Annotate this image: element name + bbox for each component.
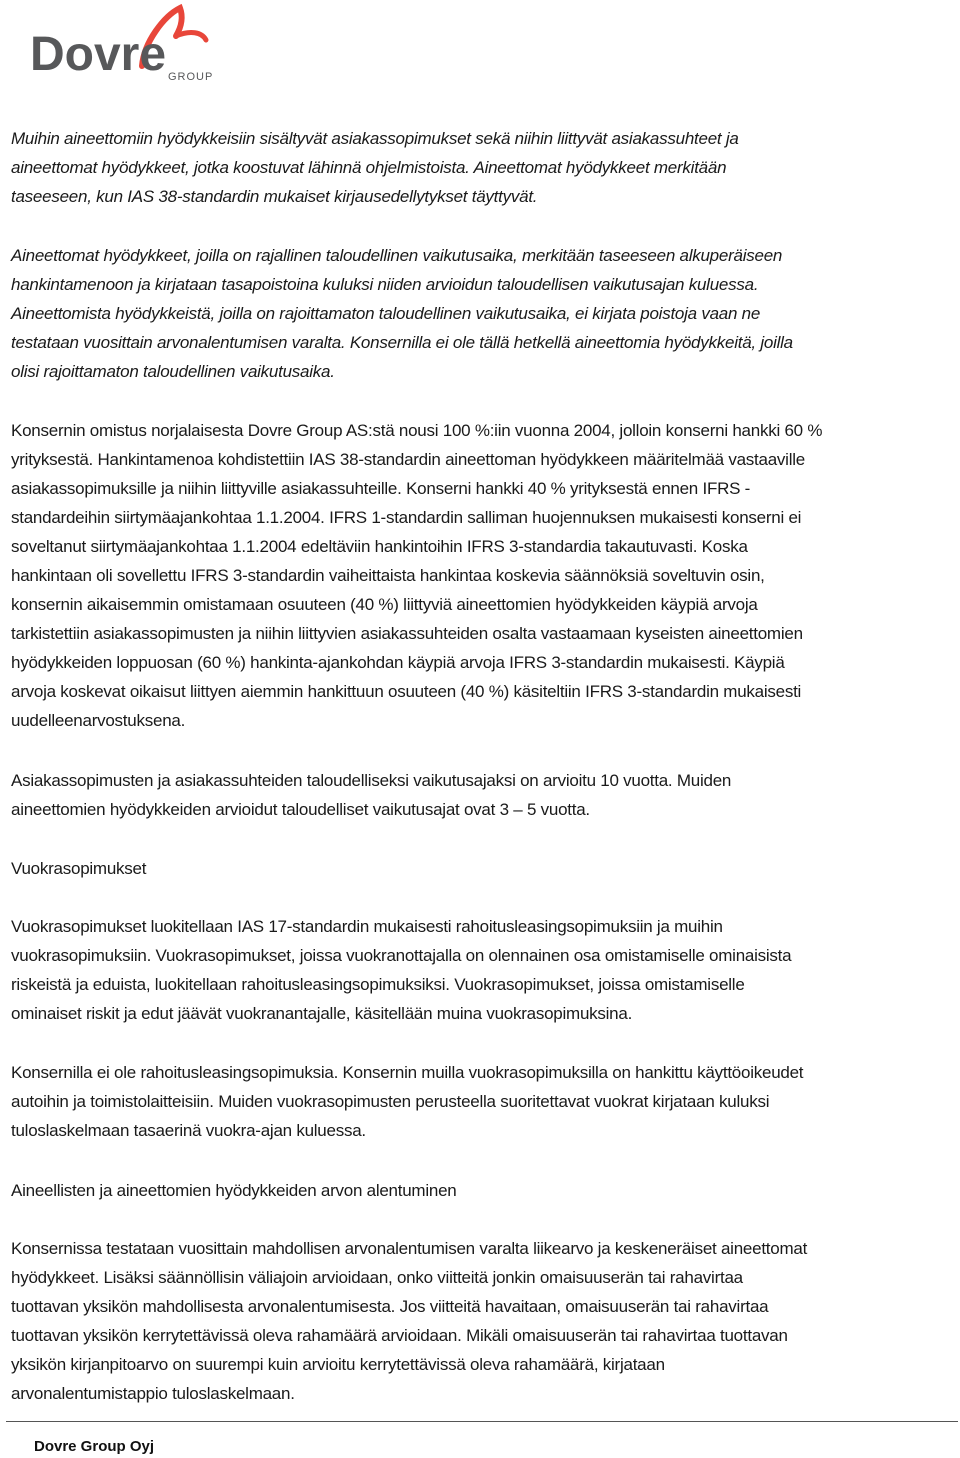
text-line: Konsernin omistus norjalaisesta Dovre Group AS:stä nousi 100 %:iin vuonna 2004, jolloin konserni hankki 60 % [11,421,823,440]
dovre-group-logo [30,2,220,82]
text-line: autoihin ja toimistolaitteisiin. Muiden vuokrasopimusten perusteella suoritettavat vuokrat kirjataan kuluksi [11,1092,770,1111]
text-line: Vuokrasopimukset luokitellaan IAS 17-standardin mukaisesti rahoitusleasingsopimuksiin ja muihin [11,917,723,936]
paragraph-useful-lives [11,766,951,824]
text-line: Asiakassopimusten ja asiakassuhteiden taloudelliseksi vaikutusajaksi on arvioitu 10 vuotta. Muiden [11,771,732,790]
text-line: hyödykkeet. Lisäksi säännöllisin väliajoin arvioidaan, onko viitteitä jonkin omaisuuserän tai rahavirtaa [11,1268,743,1287]
text-line: yksikön kirjanpitoarvo on suurempi kuin arvioitu kerrytettävissä oleva rahamäärä, kirjataan [11,1355,665,1374]
footer-divider [6,1421,958,1422]
text-line: arvonalentumistappio tuloslaskelmaan. [11,1384,295,1403]
text-line: tuottavan yksikön kerrytettävissä oleva rahamäärä arvioidaan. Mikäli omaisuuserän tai rahavirtaa tuottavan [11,1326,788,1345]
text-line: Aineettomat hyödykkeet, joilla on rajallinen taloudellinen vaikutusaika, merkitään taseeseen alkuperäiseen [11,246,783,265]
section-heading-impairment [11,1176,951,1205]
logo-brand-text: Dovre [30,28,167,81]
text-line: riskeistä ja eduista, luokitellaan rahoitusleasingsopimuksiksi. Vuokrasopimukset, joissa omistamiselle [11,975,745,994]
text-line: ominaiset riskit ja edut jäävät vuokranantajalle, käsitellään muina vuokrasopimuksina. [11,1004,633,1023]
text-line: soveltanut siirtymäajankohtaa 1.1.2004 edeltäviin hankintoihin IFRS 3-standardia takautuvasti. Koska [11,537,748,556]
paragraph-operating-leases [11,1058,951,1145]
text-line: olisi rajoittamaton taloudellinen vaikutusaika. [11,362,335,381]
text-line: taseeseen, kun IAS 38-standardin mukaiset kirjausedellytykset täyttyvät. [11,187,538,206]
text-line: tuloslaskelmaan tasaerinä vuokra-ajan kuluessa. [11,1121,366,1140]
text-line: Aineellisten ja aineettomien hyödykkeiden arvon alentuminen [11,1181,457,1200]
footer-company-name: Dovre Group Oyj [34,1438,155,1455]
text-line: tarkistettiin asiakassopimusten ja niihin liittyvien asiakassuhteiden osalta vastaamaan kyseisten aineettomien [11,624,803,643]
text-line: hankintamenoon ja kirjataan tasapoistoina kuluksi niiden arvioidun taloudellisen vaikutusajan kuluessa. [11,275,759,294]
text-line: hyödykkeiden loppuosan (60 %) hankinta-ajankohdan käypiä arvoja IFRS 3-standardin mukaisesti. Käypiä [11,653,785,672]
text-line: uudelleenarvostuksena. [11,711,186,730]
text-line: Konsernilla ei ole rahoitusleasingsopimuksia. Konsernin muilla vuokrasopimuksilla on hankittu käyttöoikeudet [11,1063,804,1082]
paragraph-impairment-testing [11,1234,951,1408]
text-line: aineettomien hyödykkeiden arvioidut taloudelliset vaikutusajat ovat 3 – 5 vuotta. [11,800,590,819]
text-line: standardeihin siirtymäajankohtaa 1.1.2004. IFRS 1-standardin salliman huojennuksen mukaisesti konserni ei [11,508,802,527]
text-line: Muihin aineettomiin hyödykkeisiin sisältyvät asiakassopimukset sekä niihin liittyvät asiakassuhteet ja [11,129,739,148]
text-line: asiakassopimuksille ja niihin liittyville asiakassuhteille. Konserni hankki 40 % yrityksestä ennen IFRS - [11,479,751,498]
text-line: konsernin aikaisemmin omistamaan osuuteen (40 %) liittyviä aineettomien hyödykkeiden käypiä arvoja [11,595,758,614]
text-line: yrityksestä. Hankintamenoa kohdistettiin IAS 38-standardin aineettoman hyödykkeen määritelmää vastaaville [11,450,805,469]
text-line: tuottavan yksikön mahdollisesta arvonalentumisesta. Jos viitteitä havaitaan, omaisuuserän tai rahavirtaa [11,1297,769,1316]
paragraph-lease-classification [11,912,951,1028]
text-line: arvoja koskevat oikaisut liittyen aiemmin hankittuun osuuteen (40 %) käsiteltiin IFRS 3-standardin mukaisesti [11,682,802,701]
text-line: hankintaan oli sovellettu IFRS 3-standardin vaiheittaista hankintaa koskevia säännöksiä soveltuvin osin, [11,566,765,585]
paragraph-intangibles [11,124,951,211]
text-line: Vuokrasopimukset [11,859,147,878]
text-line: Aineettomista hyödykkeistä, joilla on rajoittamaton taloudellinen vaikutusaika, ei kirjata poistoja vaan ne [11,304,761,323]
paragraph-acquisition [11,416,951,735]
paragraph-useful-life [11,241,951,386]
logo-sub-text: GROUP [168,71,214,82]
text-line: testataan vuosittain arvonalentumisen varalta. Konsernilla ei ole tällä hetkellä aineettomia hyödykkeitä, joilla [11,333,793,352]
text-line: vuokrasopimuksiin. Vuokrasopimukset, joissa vuokranottajalla on olennainen osa omistamiselle ominaisista [11,946,792,965]
section-heading-leases [11,854,951,883]
text-line: aineettomat hyödykkeet, jotka koostuvat lähinnä ohjelmistoista. Aineettomat hyödykkeet merkitään [11,158,727,177]
text-line: Konsernissa testataan vuosittain mahdollisen arvonalentumisen varalta liikearvo ja keskeneräiset aineettomat [11,1239,808,1258]
